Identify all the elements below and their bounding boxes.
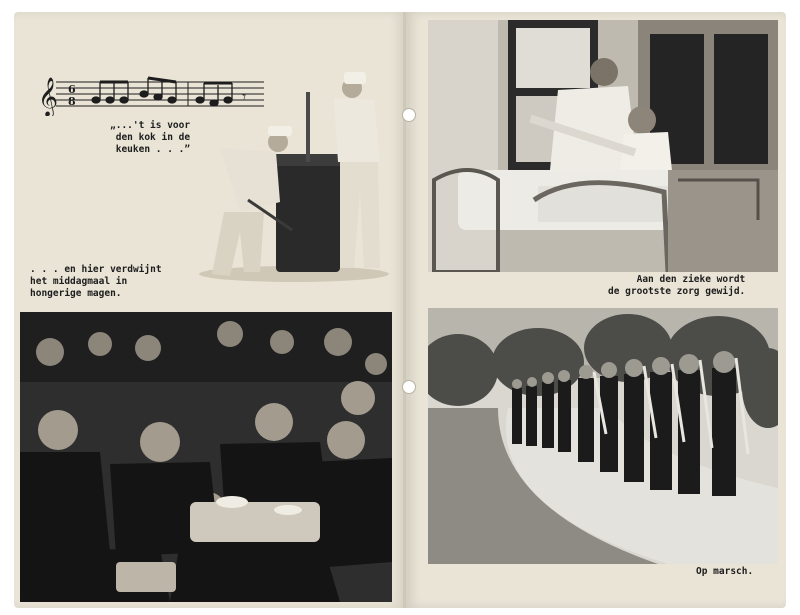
svg-text:8: 8 — [68, 95, 76, 108]
kitchen-quote-caption: „...'t is voor den kok in de keuken . . .” — [110, 120, 191, 155]
hospital-photo — [428, 20, 778, 272]
svg-text:𝄞: 𝄞 — [38, 77, 59, 116]
march-caption: Op marsch. — [696, 566, 754, 577]
right-page — [406, 12, 786, 608]
march-photo — [428, 308, 778, 564]
cooks-photo — [184, 62, 394, 284]
punch-hole-bottom — [402, 380, 416, 394]
svg-text:6: 6 — [68, 83, 76, 96]
mess-hall-photo — [20, 312, 392, 602]
care-caption: Aan den zieke wordt de grootste zorg gewijd. — [608, 274, 746, 297]
booklet-spread — [14, 12, 786, 608]
left-page — [14, 12, 404, 608]
dinner-caption: . . . en hier verdwijnt het middagmaal in hongerige magen. — [30, 264, 162, 299]
punch-hole-top — [402, 108, 416, 122]
svg-text:𝄾: 𝄾 — [242, 87, 247, 106]
